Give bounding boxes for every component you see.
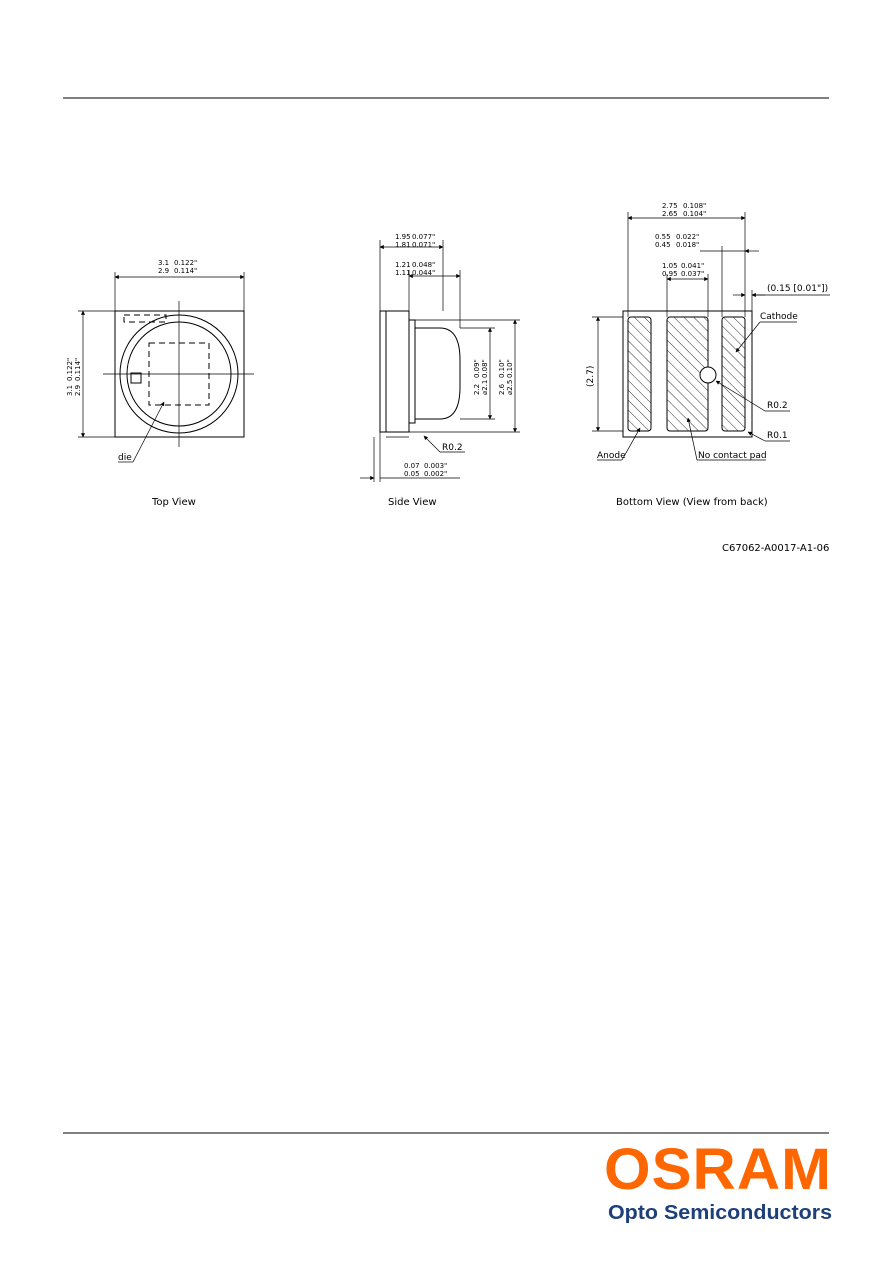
side-inner-mm-min: ⌀2.1 [481, 379, 489, 395]
bottom-edge-dim: (0.15 [0.01"]) [767, 284, 829, 294]
bottom-pad-in: 0.022" [676, 233, 700, 241]
side-outer-in-min: 0.10" [506, 359, 514, 378]
bottom-center-mm: 1.05 [662, 262, 678, 270]
side-total-mm-min: 1.81 [395, 241, 411, 249]
side-radius-label: R0.2 [442, 443, 463, 453]
top-height-mm: 3.1 [66, 384, 74, 396]
bottom-width-in: 0.108" [683, 202, 707, 210]
bottom-width-mm: 2.75 [662, 202, 678, 210]
side-lens-mm-min: 1.11 [395, 269, 411, 277]
osram-logo [604, 1137, 832, 1224]
top-height-in-min: 0.114" [74, 357, 82, 381]
side-gap-mm-min: 0.05 [404, 470, 420, 478]
side-gap-in: 0.003" [424, 462, 448, 470]
bottom-center-in-min: 0.037" [681, 270, 705, 278]
top-view-caption: Top View [152, 497, 196, 508]
bottom-height-dim: (2.7) [586, 365, 596, 387]
bottom-view [586, 202, 830, 508]
side-inner-mm: 2.2 [473, 383, 481, 395]
side-inner-in-min: 0.08" [481, 359, 489, 378]
top-height-in: 0.122" [66, 357, 74, 381]
side-outer-mm-min: ⌀2.5 [506, 379, 514, 395]
side-gap-mm: 0.07 [404, 462, 420, 470]
side-outer-in: 0.10" [498, 359, 506, 378]
side-outer-mm: 2.6 [498, 383, 506, 395]
bottom-view-caption: Bottom View (View from back) [616, 497, 768, 508]
side-gap-in-min: 0.002" [424, 470, 448, 478]
bottom-pad-mm: 0.55 [655, 233, 671, 241]
side-lens-in-min: 0.044" [412, 269, 436, 277]
top-width-in: 0.122" [174, 259, 198, 267]
bottom-pad-in-min: 0.018" [676, 241, 700, 249]
side-inner-in: 0.09" [473, 359, 481, 378]
top-width-in-min: 0.114" [174, 267, 198, 275]
bottom-width-mm-min: 2.65 [662, 210, 678, 218]
logo-tagline: Opto Semiconductors [608, 1202, 832, 1224]
side-total-in: 0.077" [412, 233, 436, 241]
cathode-label: Cathode [760, 312, 798, 322]
bottom-center-in: 0.041" [681, 262, 705, 270]
no-contact-label: No contact pad [698, 451, 767, 461]
bottom-radius-01: R0.1 [767, 431, 788, 441]
side-total-mm: 1.95 [395, 233, 411, 241]
top-view [66, 259, 254, 508]
bottom-pad-mm-min: 0.45 [655, 241, 671, 249]
top-height-mm-min: 2.9 [74, 384, 82, 396]
logo-brand: OSRAM [604, 1137, 832, 1202]
side-view [360, 233, 520, 508]
drawing-number: C67062-A0017-A1-06 [722, 543, 830, 554]
side-view-caption: Side View [388, 497, 437, 508]
side-lens-in: 0.048" [412, 261, 436, 269]
side-lens-mm: 1.21 [395, 261, 411, 269]
bottom-radius-02: R0.2 [767, 401, 788, 411]
top-width-mm: 3.1 [158, 259, 170, 267]
bottom-center-mm-min: 0.95 [662, 270, 678, 278]
anode-label: Anode [597, 451, 626, 461]
bottom-width-in-min: 0.104" [683, 210, 707, 218]
side-total-in-min: 0.071" [412, 241, 436, 249]
die-label: die [118, 453, 132, 463]
top-width-mm-min: 2.9 [158, 267, 170, 275]
